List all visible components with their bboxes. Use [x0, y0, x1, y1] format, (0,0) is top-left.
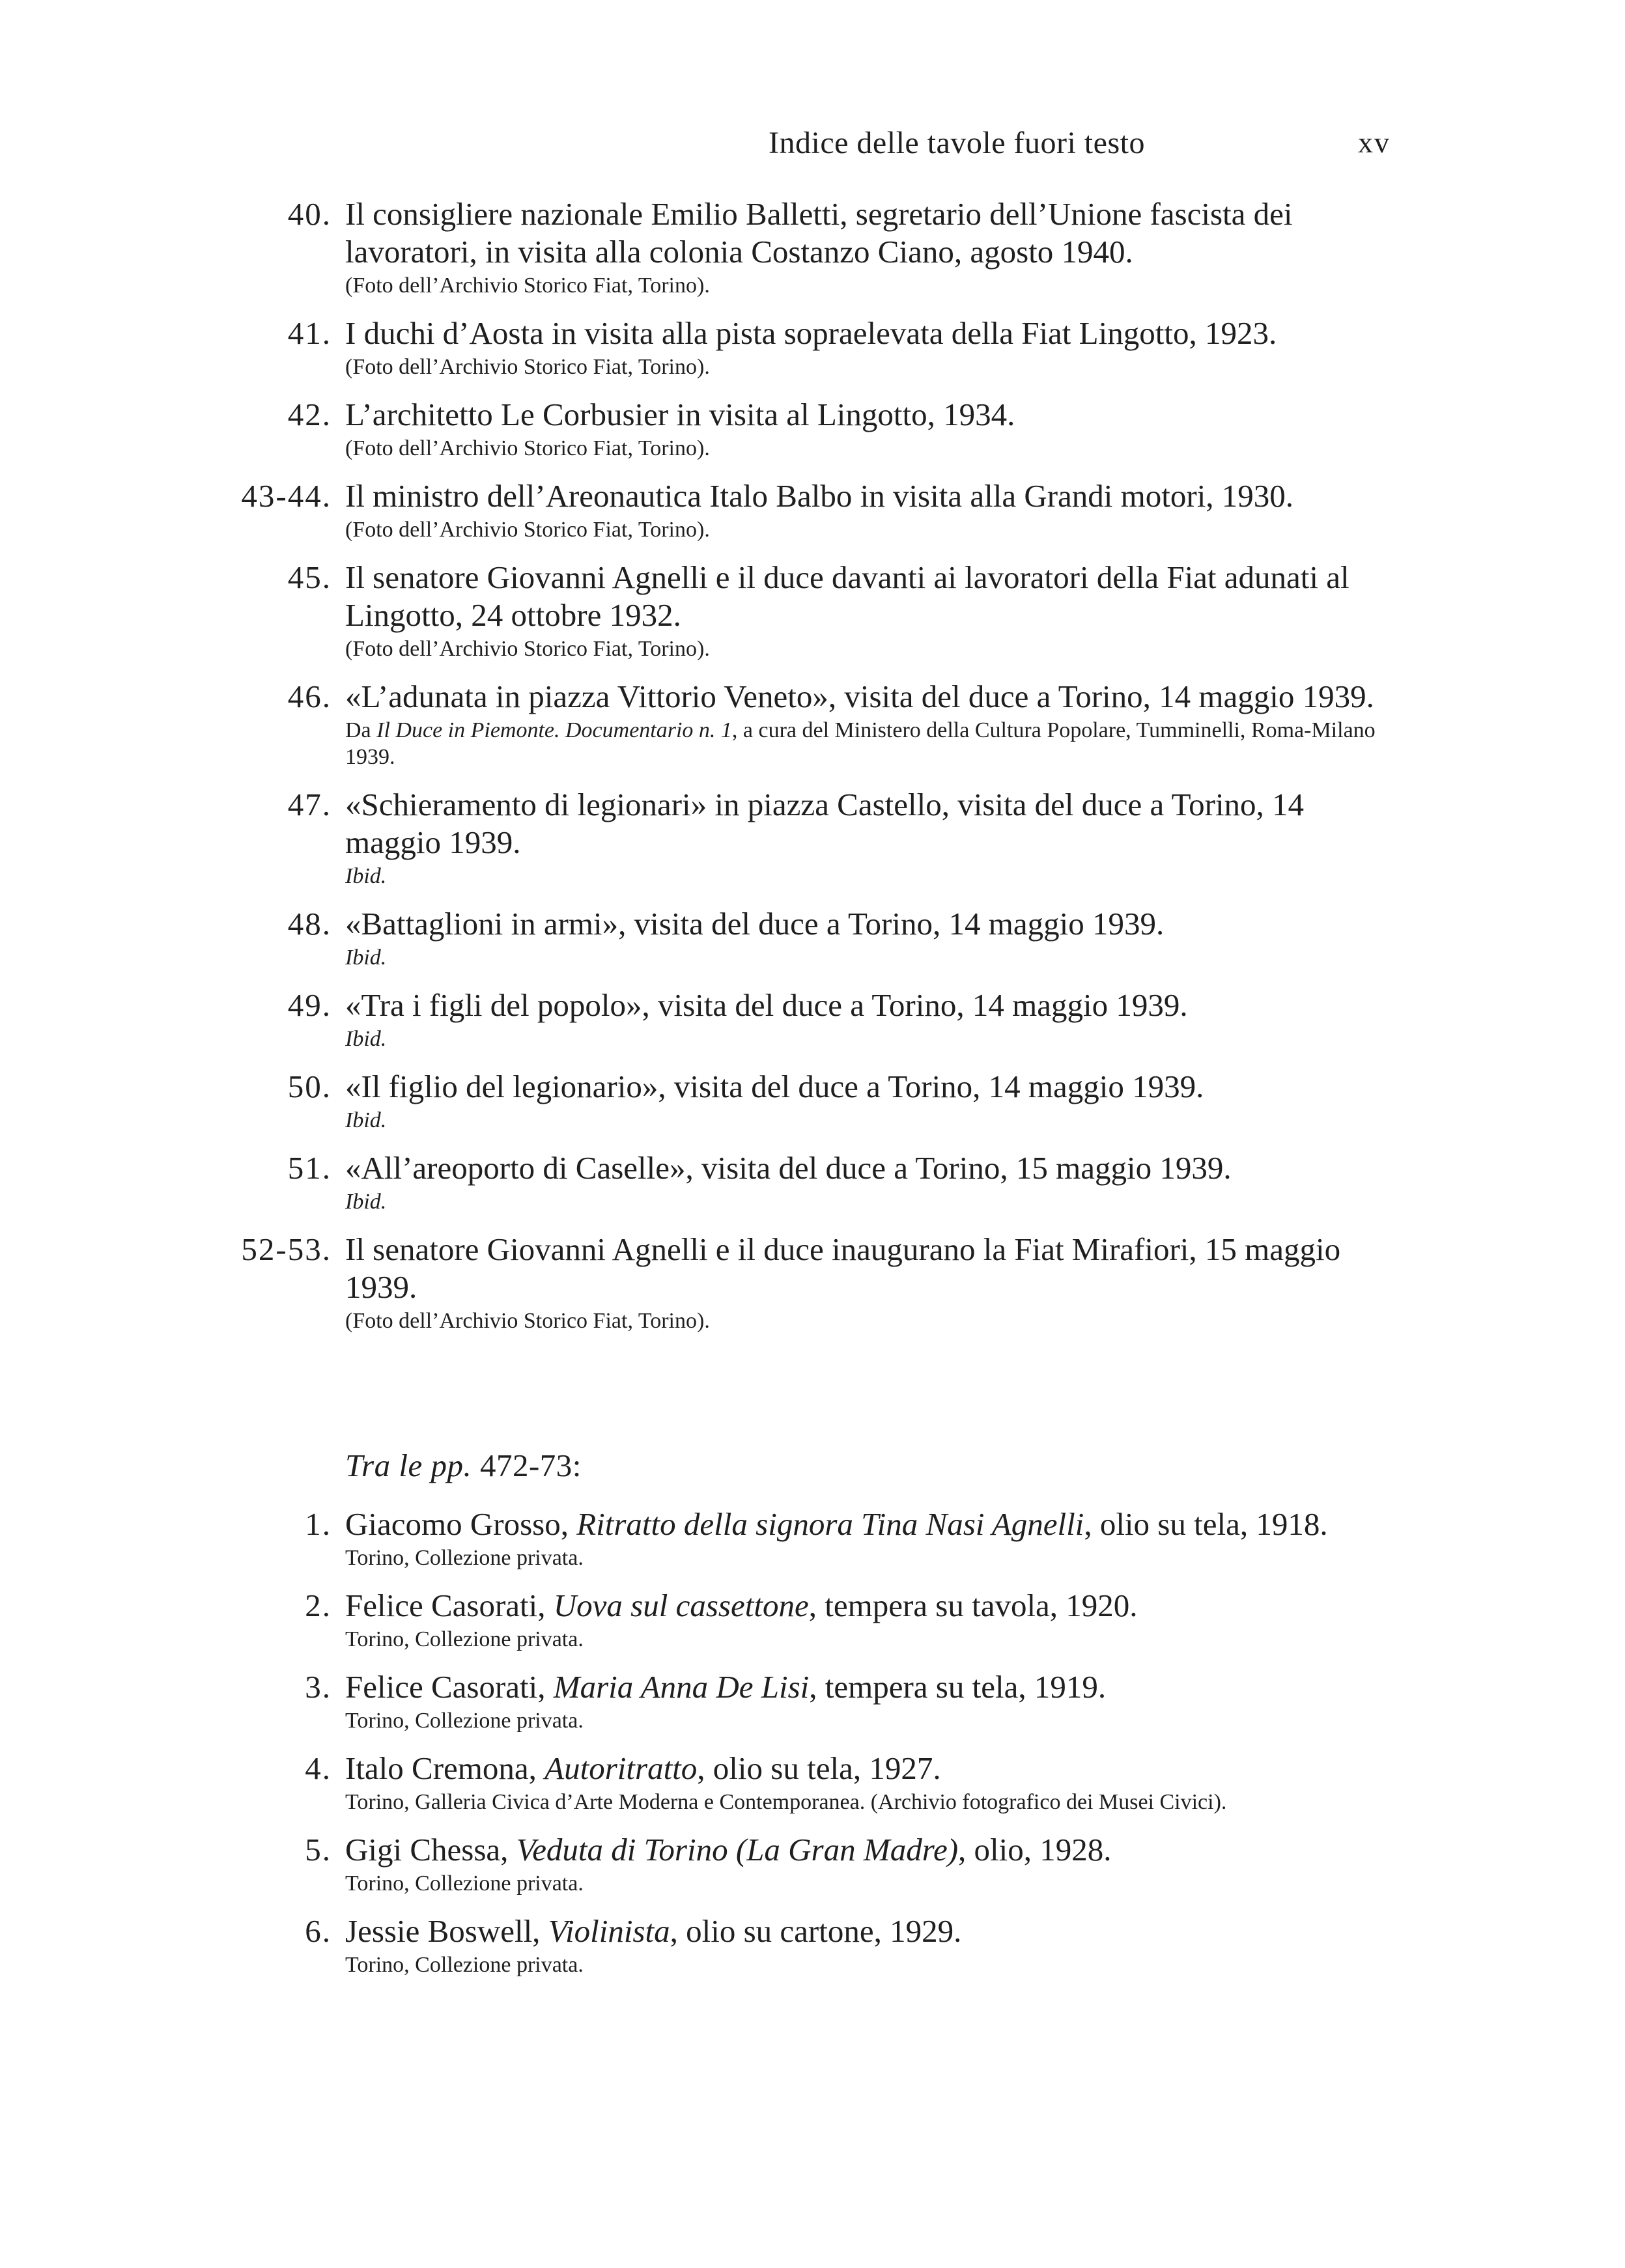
italic-text: Uova sul cassettone [553, 1588, 809, 1623]
plate-body [345, 396, 1384, 462]
plate-list-part-1 [0, 195, 1625, 1350]
plate-entry [0, 559, 1625, 662]
italic-text: Ritratto della signora Tina Nasi Agnelli [576, 1506, 1084, 1542]
plate-body [345, 559, 1384, 662]
text-segment: Torino, Collezione privata. [345, 1709, 584, 1733]
plate-body [345, 1668, 1384, 1734]
plate-list-part-2 [0, 1505, 1625, 1994]
text-segment: Italo Cremona, [345, 1750, 545, 1786]
text-segment: (Foto dell’Archivio Storico Fiat, Torino). [345, 355, 710, 379]
text-segment: Giacomo Grosso, [345, 1506, 577, 1542]
plate-caption [345, 1231, 1384, 1306]
text-segment: Felice Casorati, [345, 1669, 554, 1705]
plate-source [345, 272, 1384, 299]
plate-source [345, 516, 1384, 543]
plate-entry [0, 396, 1625, 462]
text-segment: 472-73: [472, 1448, 582, 1483]
text-segment: L’architetto Le Corbusier in visita al Lingotto, 1934. [345, 397, 1015, 432]
text-segment: Gigi Chessa, [345, 1832, 516, 1868]
plate-body [345, 195, 1384, 299]
plate-source [345, 1789, 1384, 1815]
plate-source [345, 435, 1384, 462]
text-segment: (Foto dell’Archivio Storico Fiat, Torino). [345, 1309, 710, 1333]
plate-caption [345, 477, 1384, 515]
plate-number: 52-53. [241, 1231, 332, 1267]
plate-source [345, 1626, 1384, 1653]
plate-caption [345, 1668, 1384, 1706]
plate-entry [0, 315, 1625, 380]
italic-text: Maria Anna De Lisi [553, 1669, 810, 1705]
plate-source [345, 1188, 1384, 1215]
plate-number: 43-44. [241, 478, 332, 514]
plate-source [345, 1707, 1384, 1734]
text-segment: Da [345, 718, 377, 742]
plate-source [345, 1308, 1384, 1334]
plate-body [345, 1750, 1384, 1815]
text-segment: Torino, Collezione privata. [345, 1627, 584, 1651]
plate-number: 47. [287, 787, 332, 822]
text-segment: I duchi d’Aosta in visita alla pista sopraelevata della Fiat Lingotto, 1923. [345, 315, 1277, 351]
plate-entry [0, 1068, 1625, 1134]
text-segment: Torino, Collezione privata. [345, 1953, 584, 1977]
text-segment: (Foto dell’Archivio Storico Fiat, Torino). [345, 518, 710, 542]
text-segment: , tempera su tela, 1919. [809, 1669, 1107, 1705]
plate-entry [0, 1750, 1625, 1815]
plate-source [345, 863, 1384, 889]
plate-source [345, 1952, 1384, 1978]
plate-entry [0, 1149, 1625, 1215]
text-segment: «L’adunata in piazza Vittorio Veneto», visita del duce a Torino, 14 maggio 1939. [345, 679, 1374, 714]
text-segment: (Foto dell’Archivio Storico Fiat, Torino). [345, 637, 710, 661]
italic-text: Ibid. [345, 1108, 387, 1132]
plate-entry [0, 905, 1625, 971]
plate-caption [345, 396, 1384, 434]
plate-number: 50. [287, 1069, 332, 1104]
plate-caption [345, 905, 1384, 943]
plate-source [345, 1545, 1384, 1571]
plate-caption [345, 1750, 1384, 1787]
text-segment: , olio su tela, 1927. [697, 1750, 941, 1786]
italic-text: Ibid. [345, 1027, 387, 1051]
page-number: xv [1358, 126, 1391, 159]
plate-source [345, 944, 1384, 971]
plate-number: 48. [287, 906, 332, 942]
plate-caption [345, 1149, 1384, 1187]
text-segment: «Schieramento di legionari» in piazza Castello, visita del duce a Torino, 14 maggio 1939. [345, 787, 1305, 860]
text-segment: , tempera su tavola, 1920. [808, 1588, 1138, 1623]
text-segment: Torino, Collezione privata. [345, 1871, 584, 1896]
plate-number: 1. [305, 1506, 332, 1542]
plate-source [345, 1107, 1384, 1134]
italic-text: Veduta di Torino (La Gran Madre) [516, 1832, 959, 1868]
plate-body [345, 1831, 1384, 1897]
plate-body [345, 1231, 1384, 1334]
plate-source [345, 1870, 1384, 1897]
plate-source [345, 1026, 1384, 1052]
text-segment: , olio su tela, 1918. [1084, 1506, 1328, 1542]
plate-entry [0, 1668, 1625, 1734]
text-segment: Il senatore Giovanni Agnelli e il duce davanti ai lavoratori della Fiat adunati al Lingotto, 24 ottobre 1932. [345, 559, 1349, 633]
section-block [0, 1447, 1625, 1485]
plate-caption [345, 315, 1384, 352]
plate-entry [0, 678, 1625, 770]
text-segment: Jessie Boswell, [345, 1913, 548, 1949]
text-segment: «Battaglioni in armi», visita del duce a Torino, 14 maggio 1939. [345, 906, 1165, 942]
plate-body [345, 987, 1384, 1052]
plate-source [345, 717, 1384, 770]
plate-body [345, 1149, 1384, 1215]
text-segment: Torino, Collezione privata. [345, 1546, 584, 1570]
plate-source [345, 354, 1384, 380]
italic-text: Il Duce in Piemonte. Documentario n. 1 [376, 718, 732, 742]
running-header [0, 125, 1625, 171]
text-segment: Il senatore Giovanni Agnelli e il duce inaugurano la Fiat Mirafiori, 15 maggio 1939. [345, 1231, 1341, 1305]
italic-text: Tra le pp. [345, 1448, 472, 1483]
plate-body [345, 477, 1384, 543]
running-title: Indice delle tavole fuori testo [769, 126, 1145, 160]
plate-body [345, 1505, 1384, 1571]
text-segment: Il consigliere nazionale Emilio Balletti, segretario dell’Unione fascista dei lavoratori, in visita alla colonia Costanzo Ciano, agosto 1940. [345, 196, 1293, 270]
text-segment: Il ministro dell’Areonautica Italo Balbo in visita alla Grandi motori, 1930. [345, 478, 1294, 514]
plate-number: 42. [287, 397, 332, 432]
plate-number: 2. [305, 1588, 332, 1623]
italic-text: Violinista [548, 1913, 670, 1949]
plate-number: 3. [305, 1669, 332, 1705]
italic-text: Autoritratto [544, 1750, 698, 1786]
italic-text: Ibid. [345, 945, 387, 970]
plate-caption [345, 195, 1384, 271]
plate-number: 46. [287, 679, 332, 714]
plate-body [345, 905, 1384, 971]
plate-body [345, 786, 1384, 889]
plate-entry [0, 1231, 1625, 1334]
plate-number: 40. [287, 196, 332, 232]
plate-body [345, 1912, 1384, 1978]
section-heading [345, 1447, 1625, 1485]
plate-caption [345, 1831, 1384, 1869]
plate-number: 51. [287, 1150, 332, 1186]
text-segment: (Foto dell’Archivio Storico Fiat, Torino). [345, 436, 710, 460]
plate-body [345, 315, 1384, 380]
plate-caption [345, 1505, 1384, 1543]
plate-caption [345, 559, 1384, 634]
plate-source [345, 636, 1384, 662]
plate-caption [345, 1587, 1384, 1625]
plate-entry [0, 987, 1625, 1052]
plate-caption [345, 1912, 1384, 1950]
plate-entry [0, 477, 1625, 543]
plate-entry [0, 1505, 1625, 1571]
plate-number: 4. [305, 1750, 332, 1786]
plate-body [345, 678, 1384, 770]
plate-caption [345, 1068, 1384, 1106]
text-segment: , olio, 1928. [958, 1832, 1112, 1868]
plate-entry [0, 195, 1625, 299]
plate-number: 41. [287, 315, 332, 351]
plate-body [345, 1068, 1384, 1134]
text-segment: Felice Casorati, [345, 1588, 554, 1623]
plate-entry [0, 1587, 1625, 1653]
plate-entry [0, 1831, 1625, 1897]
text-segment: «All’areoporto di Caselle», visita del duce a Torino, 15 maggio 1939. [345, 1150, 1232, 1186]
plate-entry [0, 1912, 1625, 1978]
text-segment: «Tra i figli del popolo», visita del duce a Torino, 14 maggio 1939. [345, 987, 1188, 1023]
plate-number: 49. [287, 987, 332, 1023]
italic-text: Ibid. [345, 864, 387, 888]
plate-caption [345, 987, 1384, 1024]
plate-body [345, 1587, 1384, 1653]
plate-caption [345, 786, 1384, 861]
plate-number: 5. [305, 1832, 332, 1868]
text-segment: «Il figlio del legionario», visita del duce a Torino, 14 maggio 1939. [345, 1069, 1204, 1104]
text-segment: (Foto dell’Archivio Storico Fiat, Torino). [345, 273, 710, 298]
plate-number: 45. [287, 559, 332, 595]
plate-number: 6. [305, 1913, 332, 1949]
plate-caption [345, 678, 1384, 716]
text-segment: , olio su cartone, 1929. [670, 1913, 962, 1949]
text-segment: Torino, Galleria Civica d’Arte Moderna e Contemporanea. (Archivio fotografico dei Musei Civici). [345, 1790, 1227, 1814]
text-segment: , a cura del Ministero della Cultura Popolare, Tumminelli, Roma-Milano 1939. [345, 718, 1376, 769]
italic-text: Ibid. [345, 1190, 387, 1214]
plate-entry [0, 786, 1625, 889]
